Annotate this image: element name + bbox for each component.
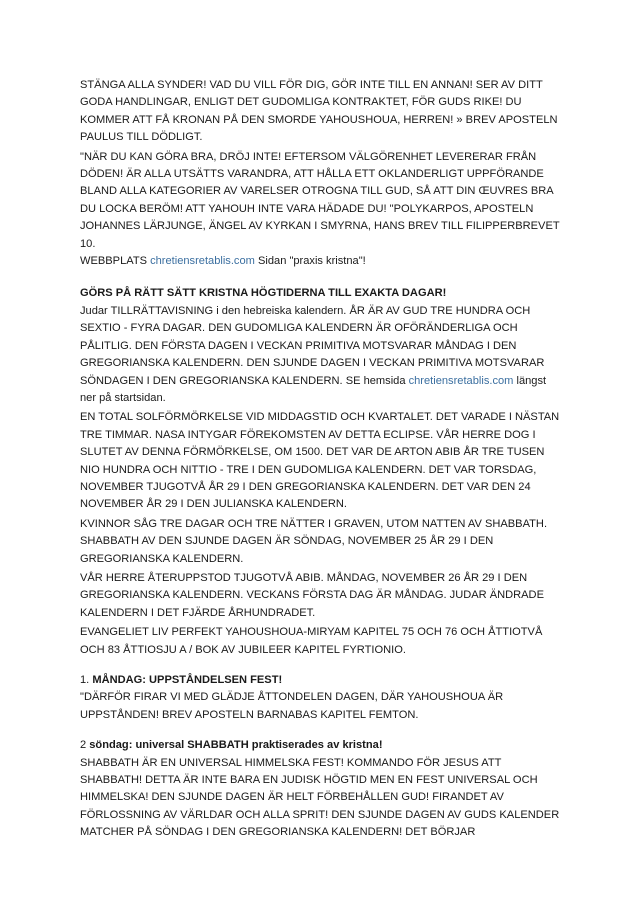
paragraph-website xyxy=(80,253,564,270)
paragraph-gospel: EVANGELIET LIV PERFEKT YAHOUSHOUA-MIRYAM KAPITEL 75 OCH 76 OCH ÅTTIOTVÅ OCH 83 ÅTTIOSJU A / BOK AV JUBILEER KAPITEL FYRTIONIO. xyxy=(80,626,543,656)
section-number: 2 xyxy=(80,739,90,752)
paragraph-resurrection: VÅR HERRE ÅTERUPPSTOD TJUGOTVÅ ABIB. MÅNDAG, NOVEMBER 26 ÅR 29 I DEN GREGORIANSKA KALENDERN. VECKANS FÖRSTA DAG ÄR MÅNDAG. JUDAR ÄNDRADE KALENDERN I DET FJÄRDE ÅRHUNDRADET. xyxy=(80,571,544,619)
calendar-suffix: längst ner på startsidan. xyxy=(80,374,547,404)
calendar-text: Judar TILLRÄTTAVISNING i den hebreiska kalendern. ÅR ÄR AV GUD TRE HUNDRA OCH SEXTIO - FYRA DAGAR. DEN GUDOMLIGA KALENDERN ÄR OFÖRÄNDERLIGA OCH PÅLITLIG. DEN FÖRSTA DAGEN I VECKAN PRIMITIVA MOTSVARAR MÅNDAG I DEN GREGORIANSKA KALENDERN. DEN SJUNDE DAGEN I VECKAN PRIMITIVA MOTSVARAR SÖNDAGEN I DEN GREGORIANSKA KALENDERN. SE hemsida xyxy=(80,304,545,387)
section-monday-title xyxy=(80,672,564,689)
homepage-link[interactable]: chretiensretablis.com xyxy=(408,374,514,387)
paragraph-women: KVINNOR SÅG TRE DAGAR OCH TRE NÄTTER I GRAVEN, UTOM NATTEN AV SHABBATH. SHABBATH AV DEN SJUNDE DAGEN ÄR SÖNDAG, NOVEMBER 25 ÅR 29 I DEN GREGORIANSKA KALENDERN. xyxy=(80,517,548,565)
paragraph-eclipse: EN TOTAL SOLFÖRMÖRKELSE VID MIDDAGSTID OCH KVARTALET. DET VARADE I NÄSTAN TRE TIMMAR. NASA INTYGAR FÖREKOMSTEN AV DETTA ECLIPSE. VÅR HERRE DOG I SLUTET AV DENNA FÖRMÖRKELSE, OM 1500. DET VAR DE ARTON ABIB ÅR TRE TUSEN NIO HUNDRA OCH NITTIO - TRE I DEN GUDOMLIGA KALENDERN. DET VAR TORSDAG, NOVEMBER TJUGOTVÅ ÅR 29 I DEN GREGORIANSKA KALENDERN. DET VAR DEN 24 NOVEMBER ÅR 29 I DEN JULIANSKA KALENDERN. xyxy=(80,411,560,511)
section-title: söndag: universal SHABBATH praktiserades av kristna! xyxy=(89,739,383,752)
paragraph-calendar xyxy=(80,303,564,407)
paragraph-monday: "DÄRFÖR FIRAR VI MED GLÄDJE ÅTTONDELEN DAGEN, DÄR YAHOUSHOUA ÄR UPPSTÅNDEN! BREV APOSTELN BARNABAS KAPITEL FEMTON. xyxy=(80,691,504,721)
section-heading: GÖRS PÅ RÄTT SÄTT KRISTNA HÖGTIDERNA TILL EXAKTA DAGAR! xyxy=(80,287,447,300)
paragraph-intro: STÄNGA ALLA SYNDER! VAD DU VILL FÖR DIG, GÖR INTE TILL EN ANNAN! SER AV DITT GODA HANDLINGAR, ENLIGT DET GUDOMLIGA KONTRAKTET, FÖR GUDS RIKE! DU KOMMER ATT FÅ KRONAN PÅ DEN SMORDE YAHOUSHOUA, HERREN! » BREV APOSTELN PAULUS TILL DÖDLIGT. xyxy=(80,79,558,144)
section-sunday-title xyxy=(80,737,564,754)
document-body xyxy=(80,77,564,842)
website-prefix: WEBBPLATS xyxy=(80,255,151,268)
website-link[interactable]: chretiensretablis.com xyxy=(150,255,255,268)
website-suffix: Sidan "praxis kristna"! xyxy=(254,255,366,268)
paragraph-polykarpos: "NÄR DU KAN GÖRA BRA, DRÖJ INTE! EFTERSOM VÄLGÖRENHET LEVERERAR FRÅN DÖDEN! ÄR ALLA UTSÄTTS VARANDRA, ATT HÅLLA ETT OKLANDERLIGT UPPFÖRANDE BLAND ALLA KATEGORIER AV VARELSER OTROGNA TILL GUD, SÅ ATT DIN ŒUVRES BRA DU LOCKA BERÖM! ATT YAHOUH INTE VARA HÄDADE DU! "POLYKARPOS, APOSTELN JOHANNES LÄRJUNGE, ÄNGEL AV KYRKAN I SMYRNA, HANS BREV TILL FILIPPERBREVET 10. xyxy=(80,150,560,250)
section-title: MÅNDAG: UPPSTÅNDELSEN FEST! xyxy=(92,674,283,686)
paragraph-shabbath: SHABBATH ÄR EN UNIVERSAL HIMMELSKA FEST! KOMMANDO FÖR JESUS ATT SHABBATH! DETTA ÄR INTE BARA EN JUDISK HÖGTID MEN EN FEST UNIVERSAL OCH HIMMELSKA! DEN SJUNDE DAGEN ÄR HELT FÖRBEHÅLLEN GUD! FIRANDET AV FÖRLOSSNING AV VÄRLDAR OCH ALLA SPRIT! DEN SJUNDE DAGEN AV GUDS KALENDER MATCHER PÅ SÖNDAG I DEN GREGORIANSKA KALENDERN! DET BÖRJAR xyxy=(80,756,560,839)
section-number: 1. xyxy=(80,674,93,686)
